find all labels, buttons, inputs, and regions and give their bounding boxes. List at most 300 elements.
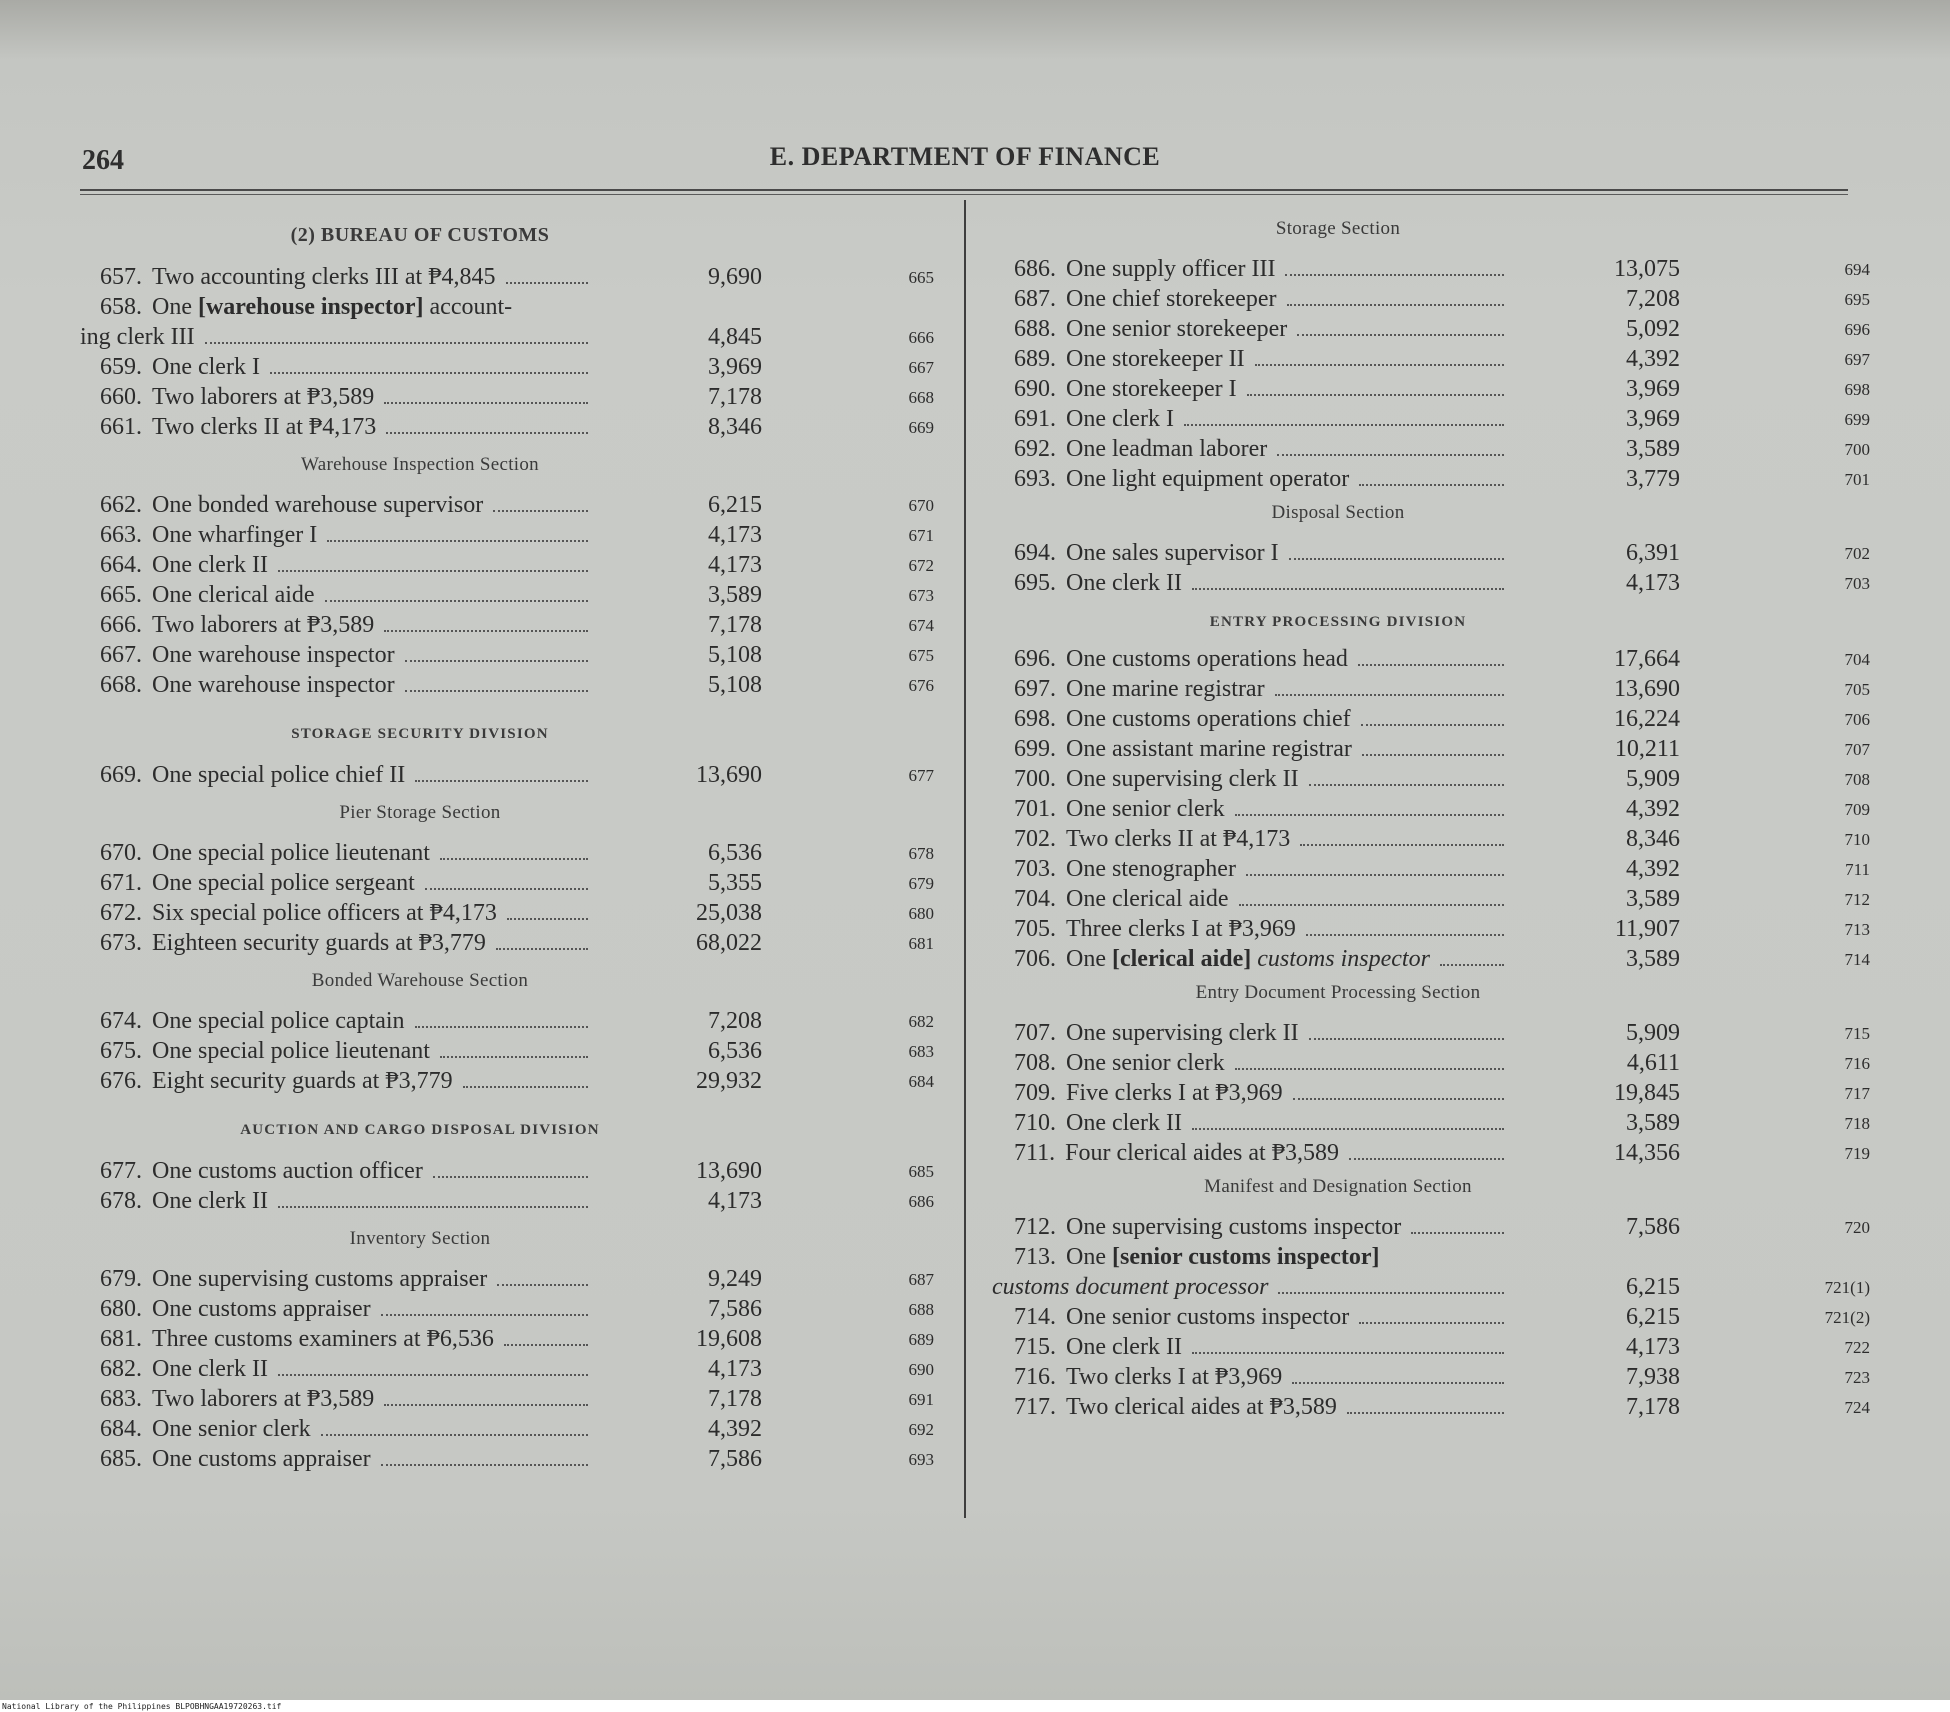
item-number: 704. [1014, 886, 1056, 912]
item-reference: 707 [1844, 740, 1870, 759]
dot-leader [321, 1416, 588, 1436]
dot-leader [205, 324, 588, 344]
item-description [1014, 736, 1508, 763]
item-amount: 29,932 [696, 1068, 762, 1094]
section-heading: Manifest and Designation Section [1204, 1176, 1472, 1197]
continued-text: ing clerk III [80, 324, 195, 350]
item-number: 702. [1014, 826, 1056, 852]
item-description [1014, 886, 1508, 913]
item-amount: 13,690 [696, 1158, 762, 1184]
item-description [100, 1446, 592, 1473]
section-heading: Warehouse Inspection Section [301, 454, 539, 475]
item-label: One customs operations head [1066, 646, 1348, 672]
item-reference: 680 [908, 904, 934, 923]
item-amount: 4,611 [1626, 1050, 1680, 1076]
column-divider [964, 200, 966, 1518]
item-number: 708. [1014, 1050, 1056, 1076]
item-description [100, 1386, 592, 1413]
item-description [100, 762, 592, 789]
item-amount: 10,211 [1614, 736, 1680, 762]
dot-leader [386, 414, 588, 434]
item-reference: 666 [908, 328, 934, 347]
item-description [1014, 916, 1508, 943]
item-description [100, 522, 592, 549]
item-amount: 17,664 [1614, 646, 1680, 672]
item-description [1014, 436, 1508, 463]
dot-leader [1309, 1020, 1504, 1040]
item-label-continued [992, 1274, 1508, 1301]
item-amount: 3,589 [708, 582, 762, 608]
item-amount: 25,038 [696, 900, 762, 926]
item-reference: 684 [908, 1072, 934, 1091]
item-reference: 670 [908, 496, 934, 515]
item-reference: 682 [908, 1012, 934, 1031]
dot-leader [405, 672, 588, 692]
item-label: One warehouse inspector [152, 642, 395, 668]
item-number: 681. [100, 1326, 142, 1352]
item-number: 695. [1014, 570, 1056, 596]
item-reference: 693 [908, 1450, 934, 1469]
dot-leader [1289, 540, 1504, 560]
item-description [100, 930, 592, 957]
item-number: 662. [100, 492, 142, 518]
item-amount: 13,075 [1614, 256, 1680, 282]
deleted-text: [warehouse inspector] [197, 294, 424, 320]
item-amount: 4,845 [708, 324, 762, 350]
dot-leader [1246, 856, 1504, 876]
dot-leader [1349, 1140, 1504, 1160]
item-label: One supervising clerk II [1066, 1020, 1299, 1046]
item-reference: 706 [1844, 710, 1870, 729]
item-label: Two clerks II at ₱4,173 [1066, 826, 1291, 852]
dot-leader [1285, 256, 1504, 276]
item-label: Two clerical aides at ₱3,589 [1066, 1394, 1337, 1420]
item-number: 672. [100, 900, 142, 926]
item-reference: 710 [1844, 830, 1870, 849]
item-number: 677. [100, 1158, 142, 1184]
item-description [1014, 676, 1508, 703]
dot-leader [463, 1068, 588, 1088]
dot-leader [1235, 796, 1504, 816]
item-number: 692. [1014, 436, 1056, 462]
item-number: 687. [1014, 286, 1056, 312]
item-label: Three clerks I at ₱3,969 [1066, 916, 1296, 942]
item-reference: 668 [908, 388, 934, 407]
dot-leader [384, 612, 588, 632]
dot-leader [1440, 946, 1504, 966]
item-amount: 11,907 [1614, 916, 1680, 942]
item-label: One customs operations chief [1066, 706, 1351, 732]
item-amount: 4,392 [1626, 796, 1680, 822]
dot-leader [381, 1446, 588, 1466]
item-reference: 665 [908, 268, 934, 287]
item-description [1014, 766, 1508, 793]
item-number: 673. [100, 930, 142, 956]
item-amount: 7,586 [708, 1296, 762, 1322]
item-amount: 6,215 [1626, 1304, 1680, 1330]
item-amount: 3,589 [1626, 1110, 1680, 1136]
item-description [100, 1266, 592, 1293]
item-reference: 721(2) [1824, 1308, 1870, 1327]
item-reference: 671 [908, 526, 934, 545]
dot-leader [425, 870, 588, 890]
item-amount: 4,173 [708, 1356, 762, 1382]
dot-leader [1184, 406, 1504, 426]
item-amount: 3,779 [1626, 466, 1680, 492]
dot-leader [1247, 376, 1504, 396]
section-heading: Bonded Warehouse Section [311, 970, 529, 991]
item-reference: 667 [908, 358, 934, 377]
item-reference: 683 [908, 1042, 934, 1061]
item-label: Five clerks I at ₱3,969 [1066, 1080, 1283, 1106]
item-amount: 14,356 [1614, 1140, 1680, 1166]
item-reference: 716 [1844, 1054, 1870, 1073]
item-reference: 720 [1844, 1218, 1870, 1237]
item-description [1014, 540, 1508, 567]
dot-leader [1192, 1110, 1504, 1130]
item-reference: 717 [1844, 1084, 1870, 1103]
section-heading: Pier Storage Section [339, 802, 501, 823]
item-reference: 673 [908, 586, 934, 605]
item-label: One assistant marine registrar [1066, 736, 1352, 762]
item-number: 715. [1014, 1334, 1056, 1360]
item-label: One customs appraiser [152, 1446, 371, 1472]
item-reference: 696 [1844, 320, 1870, 339]
item-description [100, 1188, 592, 1215]
item-number: 703. [1014, 856, 1056, 882]
dot-leader [1359, 1304, 1504, 1324]
item-label: One clerk II [1066, 1334, 1182, 1360]
item-description [1014, 256, 1508, 283]
item-reference: 715 [1844, 1024, 1870, 1043]
item-number: 689. [1014, 346, 1056, 372]
item-number: 705. [1014, 916, 1056, 942]
dot-leader [381, 1296, 588, 1316]
item-description [100, 612, 592, 639]
item-label: One supervising customs inspector [1066, 1214, 1402, 1240]
item-amount: 3,589 [1626, 946, 1680, 972]
item-label: Two laborers at ₱3,589 [152, 612, 375, 638]
inserted-text: customs document processor [992, 1274, 1269, 1300]
item-amount: 9,690 [708, 264, 762, 290]
item-amount: 4,392 [1626, 346, 1680, 372]
dot-leader [1359, 466, 1504, 486]
item-label: One clerk I [1066, 406, 1174, 432]
item-description [100, 354, 592, 381]
item-label: One supervising clerk II [1066, 766, 1299, 792]
item-description [1014, 646, 1508, 673]
item-label: One clerk II [152, 552, 268, 578]
item-amount: 7,586 [708, 1446, 762, 1472]
item-number: 679. [100, 1266, 142, 1292]
item-amount: 4,173 [1626, 1334, 1680, 1360]
item-number: 671. [100, 870, 142, 896]
item-number: 716. [1014, 1364, 1056, 1390]
item-label: One customs appraiser [152, 1296, 371, 1322]
item-reference: 669 [908, 418, 934, 437]
item-amount: 9,249 [708, 1266, 762, 1292]
item-number: 717. [1014, 1394, 1056, 1420]
item-number: 676. [100, 1068, 142, 1094]
item-reference: 714 [1844, 950, 1870, 969]
item-number: 669. [100, 762, 142, 788]
dot-leader [327, 522, 588, 542]
dot-leader [1277, 436, 1504, 456]
item-description [100, 672, 592, 699]
item-amount: 7,586 [1626, 1214, 1680, 1240]
item-amount: 3,969 [1626, 406, 1680, 432]
item-description [1014, 1304, 1508, 1331]
item-description [1014, 316, 1508, 343]
dot-leader [1300, 826, 1504, 846]
item-reference: 694 [1844, 260, 1870, 279]
item-amount: 7,178 [708, 612, 762, 638]
item-reference: 704 [1844, 650, 1870, 669]
header-rule [80, 189, 1848, 191]
item-label: One senior customs inspector [1066, 1304, 1350, 1330]
item-amount: 13,690 [696, 762, 762, 788]
section-heading: Storage Section [1275, 218, 1401, 239]
item-amount: 5,092 [1626, 316, 1680, 342]
item-amount: 6,215 [1626, 1274, 1680, 1300]
item-number: 680. [100, 1296, 142, 1322]
item-amount: 7,938 [1626, 1364, 1680, 1390]
item-description [1014, 406, 1508, 433]
item-amount: 4,173 [1626, 570, 1680, 596]
dot-leader [384, 384, 588, 404]
dot-leader [440, 1038, 588, 1058]
item-number: 707. [1014, 1020, 1056, 1046]
item-description [1014, 286, 1508, 313]
dot-leader [278, 1188, 588, 1208]
item-number: 658. [100, 294, 142, 320]
item-reference: 688 [908, 1300, 934, 1319]
item-amount: 3,589 [1626, 886, 1680, 912]
item-description [100, 1068, 592, 1095]
item-label: One wharfinger I [152, 522, 318, 548]
item-description [1014, 1244, 1508, 1271]
item-number: 694. [1014, 540, 1056, 566]
item-amount: 3,969 [708, 354, 762, 380]
item-label: One [warehouse inspector] account- [152, 294, 513, 320]
item-description [100, 552, 592, 579]
item-reference: 718 [1844, 1114, 1870, 1133]
item-number: 685. [100, 1446, 142, 1472]
item-label: One supply officer III [1066, 256, 1276, 282]
item-amount: 16,224 [1614, 706, 1680, 732]
dot-leader [1347, 1394, 1504, 1414]
dot-leader [1362, 736, 1504, 756]
item-reference: 690 [908, 1360, 934, 1379]
dot-leader [1255, 346, 1504, 366]
item-amount: 68,022 [696, 930, 762, 956]
item-description [1014, 1394, 1508, 1421]
item-description [1014, 376, 1508, 403]
item-amount: 4,392 [708, 1416, 762, 1442]
dot-leader [278, 1356, 588, 1376]
item-amount: 7,208 [1626, 286, 1680, 312]
dot-leader [1278, 1274, 1504, 1294]
item-description [1014, 1334, 1508, 1361]
item-number: 698. [1014, 706, 1056, 732]
division-heading: ENTRY PROCESSING DIVISION [1209, 614, 1467, 630]
item-reference: 709 [1844, 800, 1870, 819]
item-label: One supervising customs appraiser [152, 1266, 488, 1292]
item-reference: 700 [1844, 440, 1870, 459]
division-heading: STORAGE SECURITY DIVISION [291, 726, 549, 742]
item-label: One senior clerk [1066, 796, 1225, 822]
item-label: One clerk II [1066, 570, 1182, 596]
item-description [1014, 466, 1508, 493]
item-number: 714. [1014, 1304, 1056, 1330]
item-number: 663. [100, 522, 142, 548]
item-number: 691. [1014, 406, 1056, 432]
item-description [1014, 796, 1508, 823]
item-label: Two laborers at ₱3,589 [152, 1386, 375, 1412]
item-description [100, 384, 592, 411]
item-label: One [senior customs inspector] [1066, 1244, 1380, 1270]
dot-leader [504, 1326, 588, 1346]
item-label: One special police sergeant [152, 870, 415, 896]
item-number: 675. [100, 1038, 142, 1064]
item-amount: 5,909 [1626, 1020, 1680, 1046]
item-amount: 5,108 [708, 642, 762, 668]
item-amount: 3,589 [1626, 436, 1680, 462]
item-amount: 5,108 [708, 672, 762, 698]
item-description [100, 1416, 592, 1443]
item-label: One clerk II [152, 1188, 268, 1214]
dot-leader [325, 582, 588, 602]
item-label: One clerical aide [1066, 886, 1229, 912]
page-number: 264 [82, 145, 124, 176]
item-number: 696. [1014, 646, 1056, 672]
item-label: One clerk I [152, 354, 260, 380]
dot-leader [1192, 570, 1504, 590]
item-label: Six special police officers at ₱4,173 [152, 900, 497, 926]
item-number: 693. [1014, 466, 1056, 492]
dot-leader [1235, 1050, 1504, 1070]
item-number: 706. [1014, 946, 1056, 972]
bureau-title: (2) BUREAU OF CUSTOMS [290, 224, 550, 246]
item-label: One bonded warehouse supervisor [152, 492, 484, 518]
section-heading: Entry Document Processing Section [1195, 982, 1481, 1003]
item-number: 666. [100, 612, 142, 638]
item-label: Eighteen security guards at ₱3,779 [152, 930, 486, 956]
item-number: 660. [100, 384, 142, 410]
dot-leader [1239, 886, 1504, 906]
item-reference: 708 [1844, 770, 1870, 789]
item-reference: 711 [1845, 860, 1870, 879]
item-label: One leadman laborer [1066, 436, 1268, 462]
item-number: 657. [100, 264, 142, 290]
item-description [100, 900, 592, 927]
item-number: 668. [100, 672, 142, 698]
item-reference: 705 [1844, 680, 1870, 699]
dot-leader [1411, 1214, 1504, 1234]
item-description [1014, 1080, 1508, 1107]
item-number: 684. [100, 1416, 142, 1442]
item-reference: 699 [1844, 410, 1870, 429]
item-reference: 687 [908, 1270, 934, 1289]
item-label: Two accounting clerks III at ₱4,845 [152, 264, 496, 290]
item-label: One special police lieutenant [152, 1038, 430, 1064]
item-number: 674. [100, 1008, 142, 1034]
item-amount: 19,608 [696, 1326, 762, 1352]
item-reference: 685 [908, 1162, 934, 1181]
item-number: 667. [100, 642, 142, 668]
item-reference: 723 [1844, 1368, 1870, 1387]
item-reference: 692 [908, 1420, 934, 1439]
dot-leader [415, 1008, 588, 1028]
item-reference: 701 [1844, 470, 1870, 489]
section-heading: Disposal Section [1271, 502, 1405, 523]
item-reference: 676 [908, 676, 934, 695]
item-label: One special police lieutenant [152, 840, 430, 866]
item-label: Two laborers at ₱3,589 [152, 384, 375, 410]
item-label-continued [80, 324, 592, 351]
item-description [100, 840, 592, 867]
item-number: 661. [100, 414, 142, 440]
dot-leader [1292, 1364, 1504, 1384]
item-reference: 724 [1844, 1398, 1870, 1417]
item-amount: 4,392 [1626, 856, 1680, 882]
item-number: 682. [100, 1356, 142, 1382]
item-amount: 19,845 [1614, 1080, 1680, 1106]
item-amount: 6,536 [708, 1038, 762, 1064]
dot-leader [1297, 316, 1504, 336]
item-reference: 697 [1844, 350, 1870, 369]
item-description [1014, 346, 1508, 373]
dot-leader [1275, 676, 1504, 696]
item-description [100, 870, 592, 897]
scan-footer: National Library of the Philippines BLPOBHNGAA19720263.tif [2, 1702, 282, 1711]
item-label: One clerk II [1066, 1110, 1182, 1136]
item-label: One senior clerk [152, 1416, 311, 1442]
item-number: 670. [100, 840, 142, 866]
deleted-text: [senior customs inspector] [1111, 1244, 1380, 1270]
dot-leader [1293, 1080, 1504, 1100]
item-description [100, 1158, 592, 1185]
item-number: 659. [100, 354, 142, 380]
item-number: 710. [1014, 1110, 1056, 1136]
item-number: 712. [1014, 1214, 1056, 1240]
item-description [100, 1326, 592, 1353]
division-heading: AUCTION AND CARGO DISPOSAL DIVISION [240, 1122, 600, 1138]
item-reference: 702 [1844, 544, 1870, 563]
item-number: 683. [100, 1386, 142, 1412]
dot-leader [507, 900, 588, 920]
item-description [100, 492, 592, 519]
dot-leader [270, 354, 588, 374]
running-head: E. DEPARTMENT OF FINANCE [769, 142, 1161, 171]
item-description [1014, 1140, 1508, 1167]
dot-leader [496, 930, 588, 950]
item-amount: 8,346 [1626, 826, 1680, 852]
item-description [1014, 706, 1508, 733]
item-amount: 8,346 [708, 414, 762, 440]
item-description [100, 1008, 592, 1035]
item-amount: 7,178 [708, 384, 762, 410]
item-amount: 4,173 [708, 522, 762, 548]
item-reference: 679 [908, 874, 934, 893]
item-description [1014, 826, 1508, 853]
item-number: 699. [1014, 736, 1056, 762]
item-reference: 721(1) [1824, 1278, 1870, 1297]
item-label: One senior clerk [1066, 1050, 1225, 1076]
item-amount: 4,173 [708, 552, 762, 578]
item-label: One chief storekeeper [1066, 286, 1277, 312]
item-label: One light equipment operator [1066, 466, 1350, 492]
